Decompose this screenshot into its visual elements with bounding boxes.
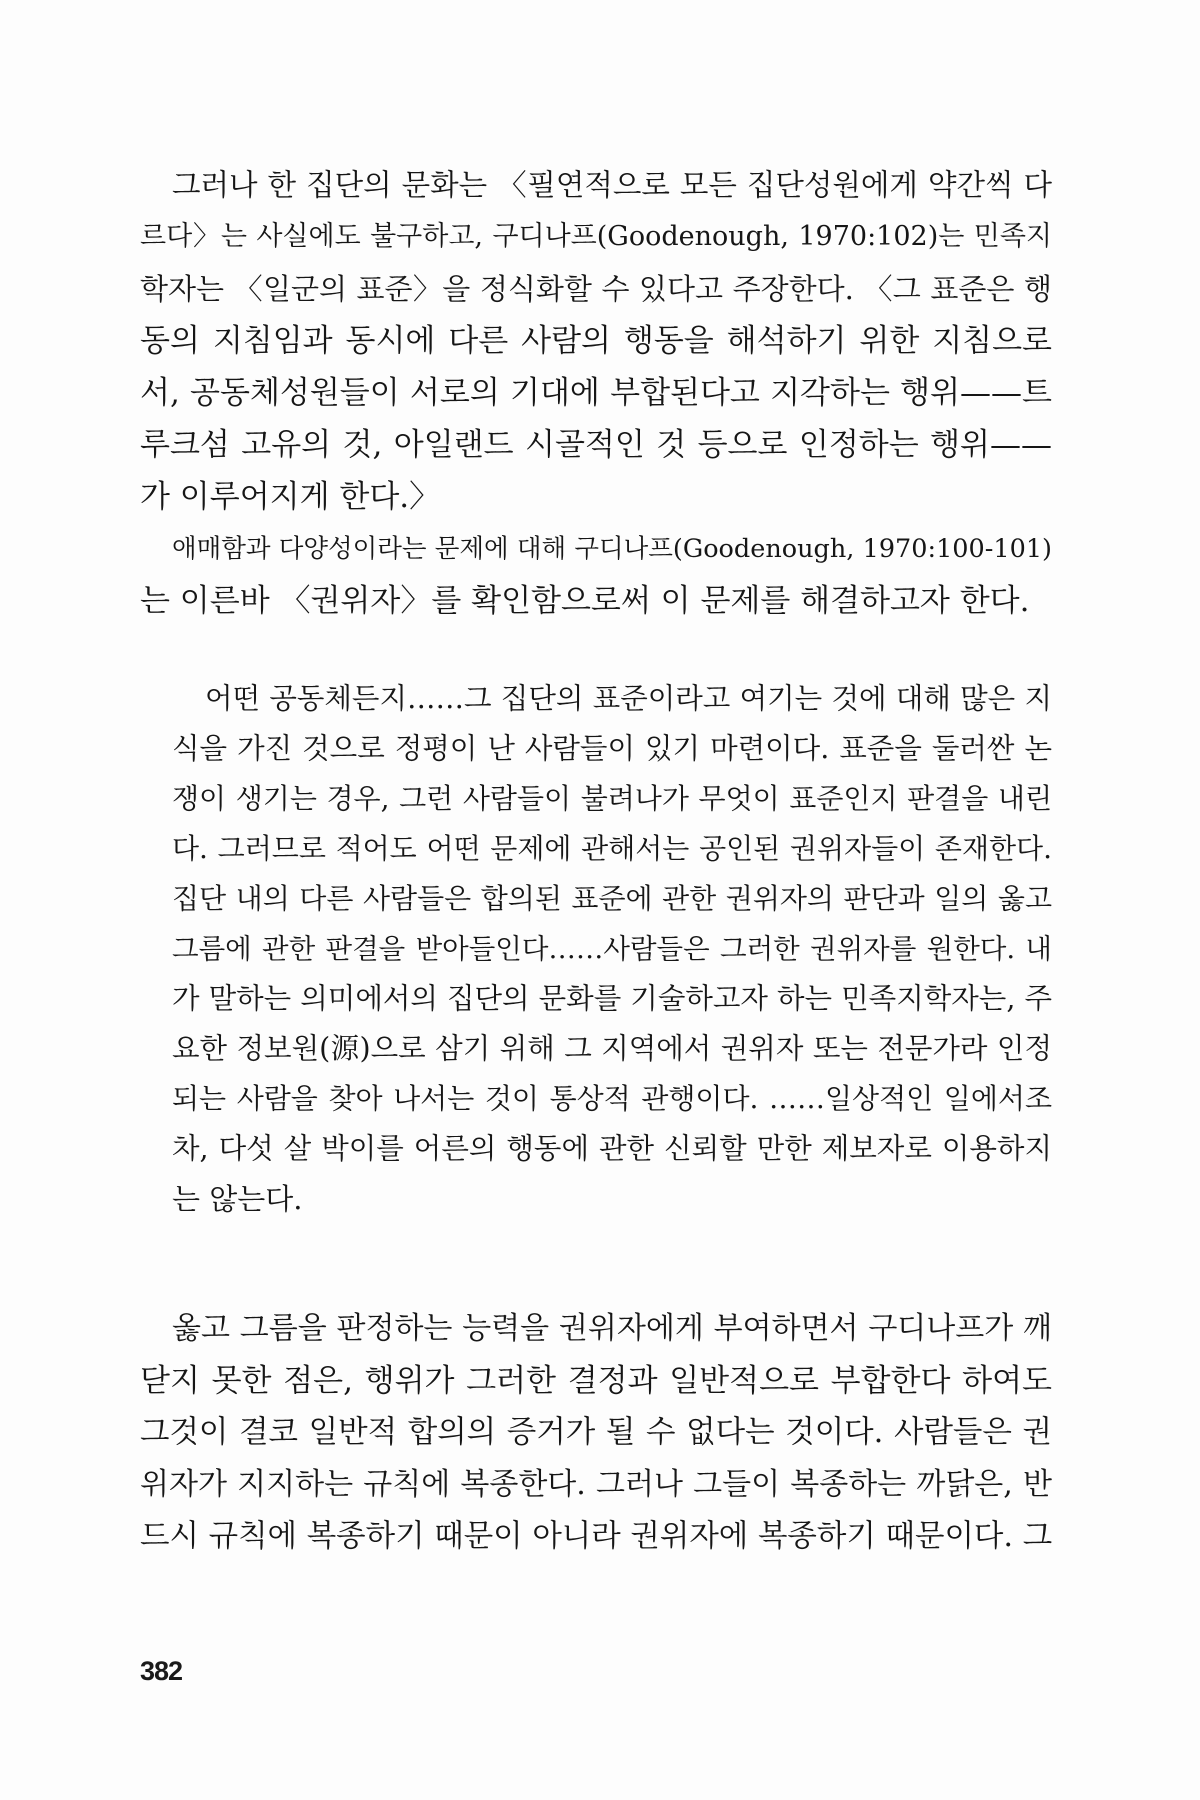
quote-line: 요한 정보원(源)으로 삼기 위해 그 지역에서 권위자 또는 전문가라 인정 [172,1032,1052,1065]
quote-line: 쟁이 생기는 경우, 그런 사람들이 불려나가 무엇이 표준인지 판결을 내린 [172,782,1052,815]
quote-line: 다. 그러므로 적어도 어떤 문제에 관해서는 공인된 권위자들이 존재한다. [172,832,1052,865]
paragraph-3-line: 드시 규칙에 복종하기 때문이 아니라 권위자에 복종하기 때문이다. 그 [140,1519,1052,1554]
paragraph-1-line: 학자는 〈일군의 표준〉을 정식화할 수 있다고 주장한다. 〈그 표준은 행 [140,272,1052,306]
quote-line: 는 않는다. [172,1182,303,1216]
page-number: 382 [140,1656,183,1686]
paragraph-1-line: 루크섬 고유의 것, 아일랜드 시골적인 것 등으로 인정하는 행위—— [140,427,1052,463]
paragraph-1-line: 르다〉는 사실에도 불구하고, 구디나프(Goodenough, 1970:102)는 민족지 [140,221,1052,252]
paragraph-1-line: 그러나 한 집단의 문화는 〈필연적으로 모든 집단성원에게 약간씩 다 [172,168,1052,202]
quote-line: 그름에 관한 판결을 받아들인다……사람들은 그러한 권위자를 원한다. 내 [172,933,1052,965]
quote-line: 집단 내의 다른 사람들은 합의된 표준에 관한 권위자의 판단과 일의 옳고 [172,882,1052,915]
quote-line: 어떤 공동체든지……그 집단의 표준이라고 여기는 것에 대해 많은 지 [205,682,1052,715]
quote-line: 차, 다섯 살 박이를 어른의 행동에 관한 신뢰할 만한 제보자로 이용하지 [172,1132,1052,1165]
paragraph-3-line: 그것이 결코 일반적 합의의 증거가 될 수 없다는 것이다. 사람들은 권 [140,1415,1052,1450]
quote-line: 가 말하는 의미에서의 집단의 문화를 기술하고자 하는 민족지학자는, 주 [172,982,1052,1015]
paragraph-1-line: 가 이루어지게 한다.〉 [140,479,441,515]
paragraph-1-line: 동의 지침임과 동시에 다른 사람의 행동을 해석하기 위한 지침으로 [140,323,1052,359]
paragraph-2-line: 애매함과 다양성이라는 문제에 대해 구디나프(Goodenough, 1970:100-101) [172,534,1052,564]
paragraph-3-line: 옳고 그름을 판정하는 능력을 권위자에게 부여하면서 구디나프가 깨 [172,1311,1052,1346]
quote-line: 식을 가진 것으로 정평이 난 사람들이 있기 마련이다. 표준을 둘러싼 논 [172,732,1052,765]
paragraph-2-line: 는 이른바 〈권위자〉를 확인함으로써 이 문제를 해결하고자 한다. [140,583,1030,619]
paragraph-1-line: 서, 공동체성원들이 서로의 기대에 부합된다고 지각하는 행위——트 [140,375,1052,411]
quote-line: 되는 사람을 찾아 나서는 것이 통상적 관행이다. ……일상적인 일에서조 [172,1082,1052,1115]
paragraph-3-line: 닫지 못한 점은, 행위가 그러한 결정과 일반적으로 부합한다 하여도 [140,1363,1052,1399]
paragraph-3-line: 위자가 지지하는 규칙에 복종한다. 그러나 그들이 복종하는 까닭은, 반 [140,1467,1052,1502]
